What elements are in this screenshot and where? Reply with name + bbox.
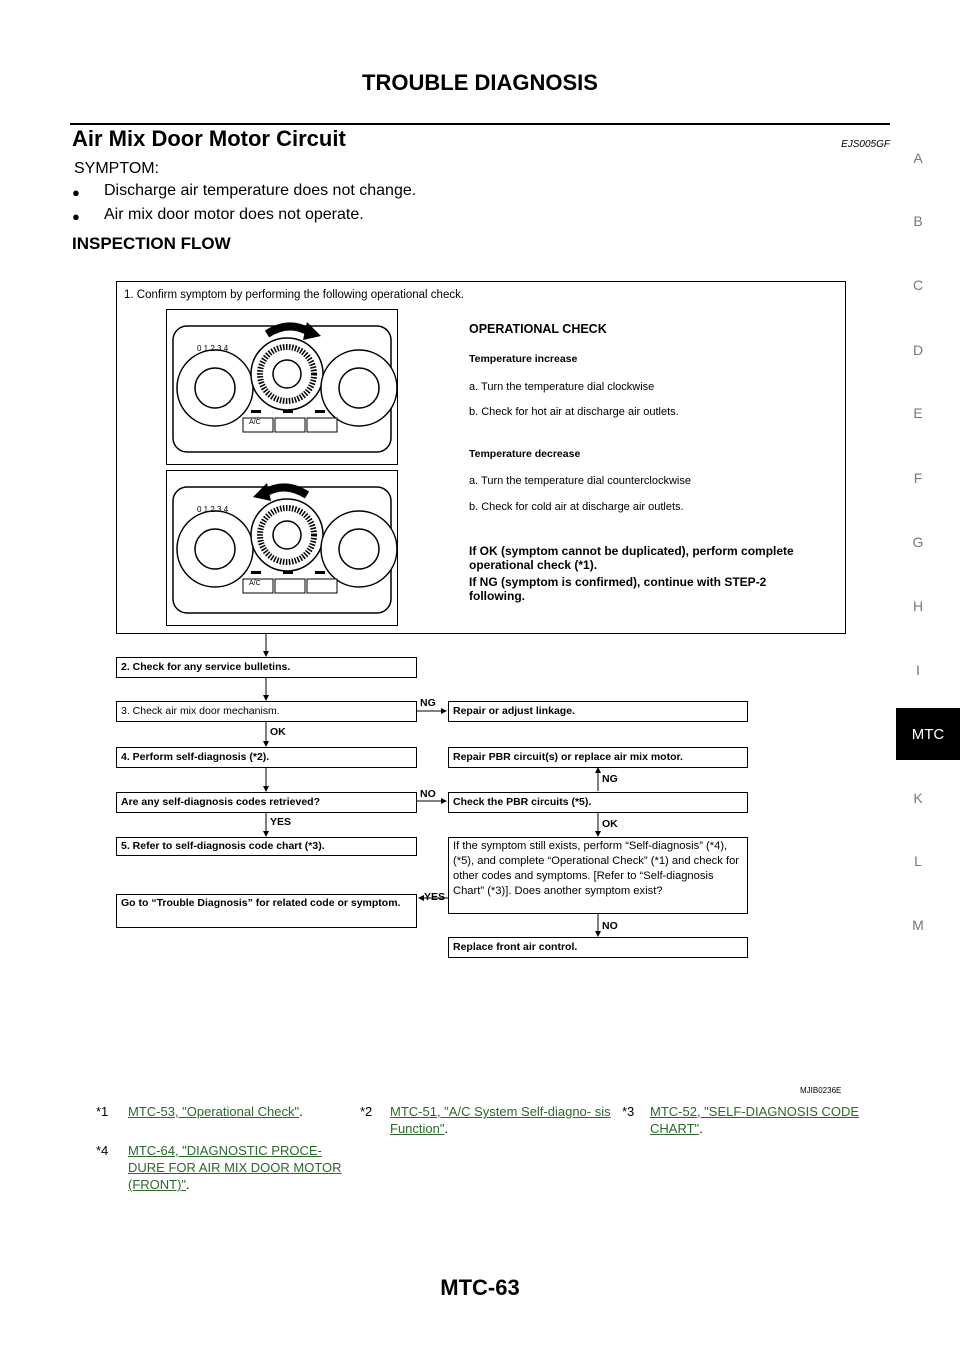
- label-yes-codes: YES: [270, 816, 292, 828]
- ng-note: If NG (symptom is confirmed), continue with STEP-2 following.: [469, 575, 767, 603]
- footnote-link-4[interactable]: MTC-64, "DIAGNOSTIC PROCE- DURE FOR AIR MIX DOOR MOTOR (FRONT)": [128, 1143, 342, 1192]
- footnote-item-1: [128, 1103, 348, 1120]
- still-exists-text: If the symptom still exists, perform “Self-diagnosis” (*4), (*5), and complete “Operational Check” (*1) and check for other codes and symptoms. [Refer to “Self-diagnosis Chart” (*3)]. Does another symptom exist?: [453, 840, 740, 897]
- ac-button-label: A/C: [249, 419, 261, 426]
- side-tab-f[interactable]: F: [913, 470, 923, 486]
- label-ok-step3: OK: [270, 726, 286, 738]
- symptom-item-1: Discharge air temperature does not change.: [104, 182, 417, 199]
- footnote-item-3: [650, 1103, 880, 1137]
- footnote-mark-4: *4: [96, 1143, 109, 1158]
- label-ng-pbr: NG: [602, 773, 618, 785]
- step5-text: 5. Refer to self-diagnosis code chart (*3).: [121, 840, 325, 852]
- step4-text: 4. Perform self-diagnosis (*2).: [121, 751, 270, 763]
- bullet-icon: ●: [72, 209, 80, 224]
- ac-button-label: A/C: [249, 580, 261, 587]
- check-pbr-text: Check the PBR circuits (*5).: [453, 796, 592, 808]
- side-tab-i[interactable]: I: [916, 662, 920, 678]
- codes-question-text: Are any self-diagnosis codes retrieved?: [121, 796, 320, 808]
- side-tab-m[interactable]: M: [912, 917, 924, 933]
- side-tab-l[interactable]: L: [914, 853, 922, 869]
- operational-check-title: OPERATIONAL CHECK: [469, 322, 607, 336]
- side-tab-a[interactable]: A: [913, 150, 923, 166]
- footnote-suffix-1: .: [299, 1104, 303, 1119]
- ok-note: If OK (symptom cannot be duplicated), perform complete operational check (*1).: [469, 544, 794, 572]
- repair-linkage-text: Repair or adjust linkage.: [453, 705, 575, 717]
- page-number: MTC-63: [440, 1275, 520, 1300]
- replace-text: Replace front air control.: [453, 941, 578, 953]
- footnote-mark-2: *2: [360, 1104, 373, 1119]
- label-yes-symptom: YES: [424, 891, 446, 903]
- section-title: Air Mix Door Motor Circuit: [72, 126, 346, 151]
- footnote-link-3[interactable]: MTC-52, "SELF-DIAGNOSIS CODE CHART": [650, 1104, 860, 1136]
- temp-decrease-heading: Temperature decrease: [469, 448, 581, 460]
- label-ok-pbr: OK: [602, 818, 618, 830]
- side-tab-e[interactable]: E: [913, 405, 923, 421]
- footnote-mark-1: *1: [96, 1104, 109, 1119]
- footnote-item-2: [390, 1103, 612, 1137]
- section-code: EJS005GF: [841, 139, 890, 150]
- image-code: MJIB0236E: [800, 1086, 842, 1095]
- side-tab-d[interactable]: D: [912, 342, 924, 358]
- bullet-icon: ●: [72, 185, 80, 200]
- decrease-step-a: a. Turn the temperature dial counterclockwise: [469, 475, 691, 487]
- footnote-link-2[interactable]: MTC-51, "A/C System Self-diagno- sis Function": [390, 1104, 611, 1136]
- page-header-title: TROUBLE DIAGNOSIS: [362, 70, 598, 95]
- increase-step-a: a. Turn the temperature dial clockwise: [469, 381, 655, 393]
- side-tab-k[interactable]: K: [913, 790, 923, 806]
- goto-text: Go to “Trouble Diagnosis” for related code or symptom.: [121, 897, 401, 909]
- fan-speed-scale: 0 1 2 3 4: [197, 344, 229, 353]
- label-no-codes: NO: [420, 788, 436, 800]
- footnote-item-4: [128, 1142, 343, 1193]
- symptom-label: SYMPTOM:: [74, 160, 160, 177]
- step2-text: 2. Check for any service bulletins.: [121, 661, 291, 673]
- side-tab-g[interactable]: G: [912, 534, 924, 550]
- label-ng-step3: NG: [420, 697, 436, 709]
- increase-step-b: b. Check for hot air at discharge air outlets.: [469, 406, 679, 418]
- footnote-suffix-3: .: [699, 1121, 703, 1136]
- step3-text: 3. Check air mix door mechanism.: [121, 705, 280, 717]
- temp-increase-heading: Temperature increase: [469, 353, 578, 365]
- footnote-suffix-2: .: [444, 1121, 449, 1136]
- side-tab-h[interactable]: H: [912, 598, 924, 614]
- symptom-item-2: Air mix door motor does not operate.: [104, 206, 364, 223]
- decrease-step-b: b. Check for cold air at discharge air outlets.: [469, 501, 684, 513]
- footnote-suffix-4: .: [186, 1177, 190, 1192]
- footnote-link-1[interactable]: MTC-53, "Operational Check": [128, 1104, 300, 1119]
- inspection-flow-title: INSPECTION FLOW: [72, 234, 231, 253]
- footnote-mark-3: *3: [622, 1104, 635, 1119]
- step1-text: 1. Confirm symptom by performing the following operational check.: [124, 289, 465, 301]
- side-tab-c[interactable]: C: [912, 277, 924, 293]
- label-no-symptom: NO: [602, 920, 618, 932]
- side-tab-b[interactable]: B: [913, 213, 923, 229]
- fan-speed-scale: 0 1 2 3 4: [197, 505, 229, 514]
- repair-pbr-text: Repair PBR circuit(s) or replace air mix motor.: [453, 751, 683, 763]
- side-tab-mtc-active[interactable]: MTC: [896, 708, 960, 760]
